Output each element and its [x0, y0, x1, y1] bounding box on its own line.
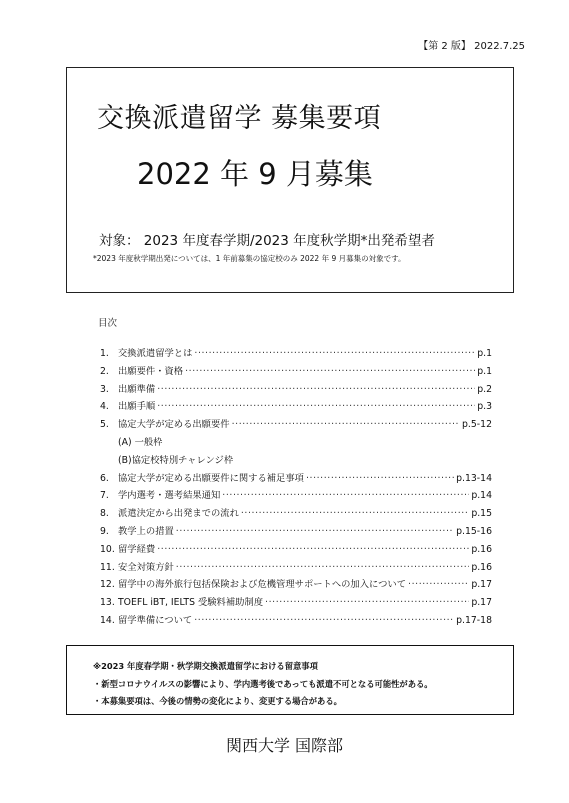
- toc-item-number: 11.: [100, 561, 115, 573]
- toc-item-number: 3.: [100, 383, 109, 395]
- toc-item-number: 10.: [100, 543, 115, 555]
- toc-item-number: 9.: [100, 525, 109, 537]
- recruitment-period: 2022 年 9 月募集: [137, 157, 373, 191]
- toc-leader-dots: [157, 401, 475, 412]
- toc-item[interactable]: [100, 612, 492, 630]
- toc-item-number: 6.: [100, 472, 109, 484]
- toc-item[interactable]: [100, 505, 492, 523]
- toc-item[interactable]: [100, 541, 492, 559]
- toc-item-page: p.1: [477, 365, 492, 377]
- toc-item-label: 留学準備について: [118, 614, 193, 626]
- issuer-footer: 関西大学 国際部: [225, 736, 344, 755]
- toc-leader-dots: [222, 490, 469, 501]
- toc-leader-dots: [157, 544, 469, 555]
- notice-line: ・本募集要項は、今後の情勢の変化により、変更する場合がある。: [93, 696, 342, 706]
- toc-item-page: p.15-16: [456, 525, 492, 537]
- toc-leader-dots: [176, 562, 470, 573]
- toc-item[interactable]: [100, 363, 492, 381]
- toc-item-label: 安全対策方針: [118, 561, 174, 573]
- toc-leader-dots: [157, 384, 475, 395]
- toc-leader-dots: [408, 579, 469, 590]
- toc-item-page: p.15: [471, 508, 492, 520]
- toc-item-page: p.1: [477, 348, 492, 359]
- toc-item-page: p.3: [477, 401, 492, 413]
- notice-line: ・新型コロナウイルスの影響により、学内選考後であっても派遣不可となる可能性がある。: [93, 678, 433, 689]
- toc-item-page: p.13-14: [456, 472, 492, 484]
- toc-leader-dots: [185, 366, 475, 377]
- toc-item-page: p.2: [477, 383, 492, 395]
- toc-item-page: p.17: [471, 579, 492, 591]
- document-title: 交換派遣留学 募集要項: [97, 103, 382, 134]
- notice-title: ※2023 年度春学期・秋学期交換派遣留学における留意事項: [93, 661, 318, 671]
- toc-item-number: 5.: [100, 419, 109, 431]
- toc-item[interactable]: [100, 416, 492, 434]
- toc-item-page: p.5-12: [462, 419, 492, 431]
- toc-item-page: p.16: [471, 561, 492, 573]
- toc-leader-dots: [265, 597, 469, 608]
- toc-item-number: 12.: [100, 579, 115, 591]
- toc-item-number: 14.: [100, 614, 115, 626]
- toc-item[interactable]: [100, 398, 492, 416]
- toc-item[interactable]: [100, 345, 492, 363]
- toc-item-number: 1.: [100, 348, 109, 359]
- target-note: *2023 年度秋学期出発については、1 年前募集の協定校のみ 2022 年 9 月募集の対象です。: [93, 254, 406, 263]
- target-applicants: 対象： 2023 年度春学期/2023 年度秋学期*出発希望者: [99, 233, 435, 249]
- toc-item-number: 8.: [100, 508, 109, 520]
- toc-item-label: 交換派遣留学とは: [118, 348, 193, 359]
- toc-leader-dots: [194, 348, 475, 359]
- toc-item-page: p.16: [471, 543, 492, 555]
- toc-item-number: 7.: [100, 490, 109, 502]
- toc-leader-dots: [232, 419, 460, 430]
- title-box: [66, 67, 514, 293]
- toc-item-label: 出願準備: [118, 383, 156, 395]
- toc-sub-item[interactable]: (B)協定校特別チャレンジ枠: [118, 454, 234, 466]
- toc-leader-dots: [306, 473, 454, 484]
- toc-item-label: 留学中の海外旅行包括保険および危機管理サポートへの加入について: [118, 579, 407, 591]
- toc-item-label: 派遣決定から出発までの流れ: [118, 508, 239, 520]
- toc-item-label: 教学上の措置: [118, 525, 174, 537]
- toc-item-number: 4.: [100, 401, 109, 413]
- toc-item[interactable]: [100, 594, 492, 612]
- toc-item[interactable]: [100, 523, 492, 541]
- toc-item-label: 留学経費: [118, 543, 156, 555]
- toc-sub-item[interactable]: (A) 一般枠: [118, 436, 163, 448]
- toc-item[interactable]: [100, 470, 492, 488]
- notice-box: [66, 645, 514, 715]
- table-of-contents: [100, 345, 492, 630]
- toc-item-label: 出願要件・資格: [118, 365, 184, 377]
- toc-item-label: TOEFL iBT, IELTS 受験料補助制度: [118, 597, 264, 609]
- toc-item-page: p.14: [471, 490, 492, 502]
- toc-item-label: 協定大学が定める出願要件に関する補足事項: [118, 472, 304, 484]
- toc-leader-dots: [176, 526, 454, 537]
- toc-item-number: 2.: [100, 365, 109, 377]
- toc-item[interactable]: [100, 576, 492, 594]
- toc-leader-dots: [241, 508, 469, 519]
- toc-item[interactable]: [100, 381, 492, 399]
- toc-item[interactable]: [100, 559, 492, 577]
- toc-item-label: 出願手順: [118, 401, 156, 413]
- toc-leader-dots: [194, 615, 454, 626]
- toc-item-page: p.17-18: [456, 614, 492, 626]
- toc-heading: 目次: [98, 318, 118, 329]
- edition-date: 【第 2 版】 2022.7.25: [418, 41, 525, 52]
- toc-item-label: 協定大学が定める出願要件: [118, 419, 230, 431]
- toc-item[interactable]: [100, 487, 492, 505]
- toc-item-label: 学内選考・選考結果通知: [118, 490, 221, 502]
- toc-item-number: 13.: [100, 597, 115, 609]
- toc-item-page: p.17: [471, 597, 492, 609]
